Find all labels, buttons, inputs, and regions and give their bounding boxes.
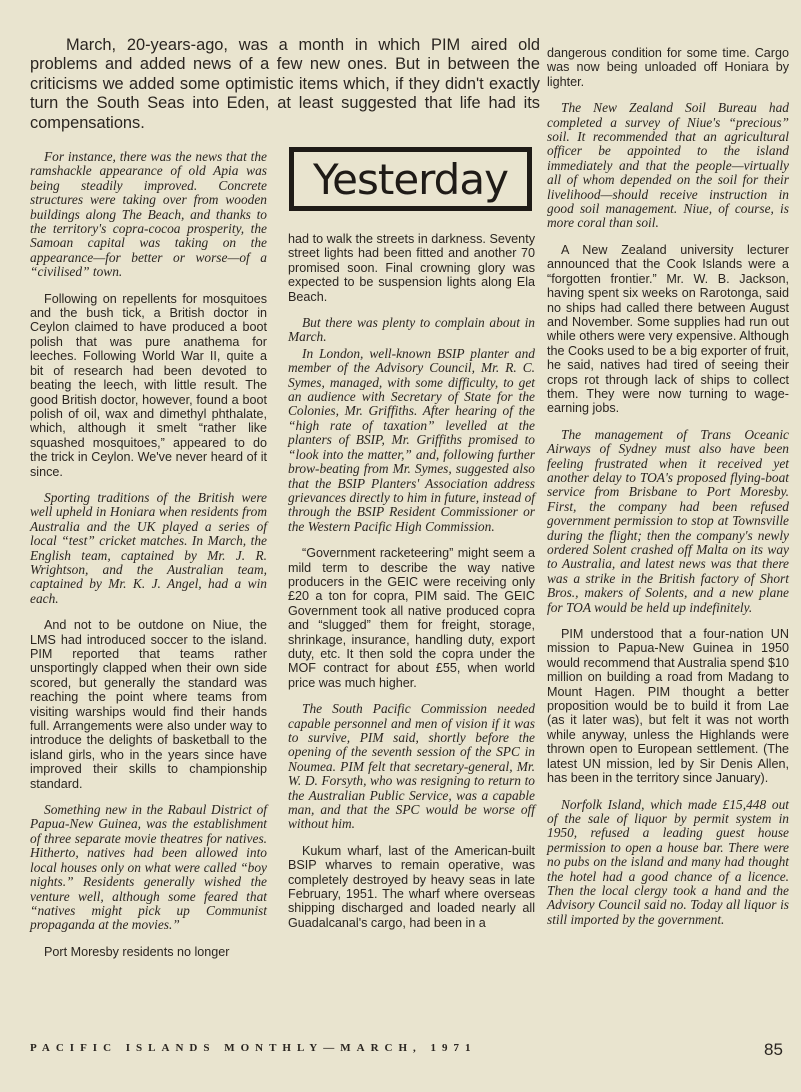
article-item: The South Pacific Commission needed capable personnel and men of vision if it was to survive, PIM said, shortly before the opening of the seventh session of the SPC in Noumea. PIM felt that secretary-general, Mr. W. D. Forsyth, who was resigning to return to the Australian Public Service, was a capable man, and that the SPC would be worse off without him. [288, 701, 535, 832]
article-item: Following on repellents for mosquitoes and the bush tick, a British doctor in Ceylon claimed to have produced a boot polish that was pure anathema for leeches. Following World War II, quite a bit of research had been devoted to beating the leech, with little result. The good British doctor, however, found a boot polish of oil, wax and dimethyl phthalate, which, although it smelt “rather like squashed mosquitoes,” appeared to do the trick in Ceylon. We've never heard of it since. [30, 291, 267, 479]
article-item: Norfolk Island, which made £15,448 out of the sale of liquor by permit system in 1950, refused a leading guest house permission to open a house bar. There were no pubs on the island and many had thought the hotel had a good chance of a licence. Then the local clergy took a hand and the Advisory Council said no. Today all liquor is still imported by the government. [547, 796, 789, 927]
article-item: Something new in the Rabaul District of Papua-New Guinea, was the establishment of three separate movie theatres for natives. Hitherto, natives had been allowed into local houses only on what were called “boy nights.” Residents generally wished the venture well, although some feared that “natives might pick up Communist propaganda at the movies.” [30, 802, 267, 933]
article-item: The New Zealand Soil Bureau had completed a survey of Niue's “precious” soil. It recommended that an agricultural officer be appointed to the island immediately and that the people—virtually all of whom depended on the soil for their livelihood—should receive instruction in good soil management. Niue, of course, is more coral than soil. [547, 100, 789, 231]
article-item: And not to be outdone on Niue, the LMS had introduced soccer to the island. PIM reported that teams rather unsportingly clapped when their own side scored, but generally the standard was reaching the point where teams from visiting warships would find their hands full. Arrangements were also under way to introduce the delights of basketball to the island girls, who in the years since have improved their skills to championship standard. [30, 618, 267, 791]
page-number: 85 [764, 1040, 783, 1059]
article-item: “Government racketeering” might seem a mild term to describe the way native producers in the GEIC were receiving only £20 a ton for copra, PIM said. The GEIC Government took all native produced copra and “slugged” them for freight, storage, shrinkage, insurance, handling duty, export duty, etc. It then sold the copra under the MOF contract for about £55, when world price was much higher. [288, 546, 535, 690]
article-item: had to walk the streets in darkness. Seventy street lights had been fitted and another 70 promised soon. Final crowning glory was expected to be suspension lights along Ela Beach. [288, 232, 535, 304]
article-item: dangerous condition for some time. Cargo was now being unloaded off Honiara by lighter. [547, 46, 789, 89]
article-item: The management of Trans Oceanic Airways of Sydney must also have been feeling frustrated when it received yet another delay to TOA's proposed flying-boat service from Brisbane to Port Moresby. First, the company had been refused government permission to stop at Townsville during the flight; then the company's newly ordered Solent crashed off Malta on its way to Australia, and latest news was that there was a strike in the British factory of Short Bros., makers of Solents, and a new plane for TOA would be held up indefinitely. [547, 426, 789, 615]
article-item: PIM understood that a four-nation UN mission to Papua-New Guinea in 1950 would recommend that Australia spend $10 million on building a road from Madang to Mount Hagen. PIM thought a better proposition would be to build it from Lae (as it later was), but felt it was not worth while anyway, unless the Highlands were thrown open to European settlement. (The latest UN mission, led by Sir Denis Allen, has been in the territory since January). [547, 627, 789, 786]
headline: Yesterday [313, 154, 508, 204]
article-item: Kukum wharf, last of the American-built BSIP wharves to remain operative, was completely destroyed by heavy seas in late February, 1951. The wharf where overseas shipping discharged and loaded nearly all Guadalcanal's cargo, had been in a [288, 843, 535, 930]
column-left [30, 150, 267, 959]
article-item: In London, well-known BSIP planter and member of the Advisory Council, Mr. R. C. Symes, managed, with some difficulty, to get an audience with Secretary of State for the Colonies, Mr. Griffiths. After hearing of the “high rate of taxation” levelled at the planters of BSIP, Mr. Griffiths promised to “look into the matter,” and, following further brow-beating from Mr. Symes, suggested also that the BSIP Planters' Association address grievances directly to him in future, instead of through the BSIP Resident Commissioner or the Western Pacific High Commission. [288, 345, 535, 534]
article-item: For instance, there was the news that the ramshackle appearance of old Apia was being steadily improved. Concrete structures were taking over from wooden buildings along The Beach, and thanks to the territory's copra-cocoa prosperity, the Samoan capital was taking on the appearance—for better or worse—of a “civilised” town. [30, 149, 267, 280]
headline-box [289, 147, 532, 211]
article-item: Port Moresby residents no longer [44, 944, 230, 959]
article-item: A New Zealand university lecturer announced that the Cook Islands were a “forgotten frontier.” Mr. W. B. Jackson, having spent six weeks on Rarotonga, said no ships had called there between August and November. Some supplies had run out while others were very expensive. Although the Cooks used to be a big exporter of fruit, he said, natives had tired of seeing their crops rot through lack of ships to collect them. They were now turning to wage-earning jobs. [547, 242, 789, 416]
column-right [547, 46, 789, 927]
footer-masthead: PACIFIC ISLANDS MONTHLY—MARCH, 1971 [30, 1042, 477, 1054]
article-item: Sporting traditions of the British were well upheld in Honiara when residents from Australia and the UK played a series of local “test” cricket matches. In March, the English team, captained by Mr. J. R. Wrightson, and the Australian team, captained by Mr. K. J. Angel, had a win each. [30, 489, 267, 606]
column-middle [288, 232, 535, 930]
article-item: But there was plenty to complain about in March. [288, 315, 535, 345]
intro-paragraph: March, 20-years-ago, was a month in which PIM aired old problems and added news of a few new ones. But in between the criticisms we added some optimistic items which, if they didn't exactly turn the South Seas into Eden, at least suggested that life had its compensations. [30, 36, 540, 132]
